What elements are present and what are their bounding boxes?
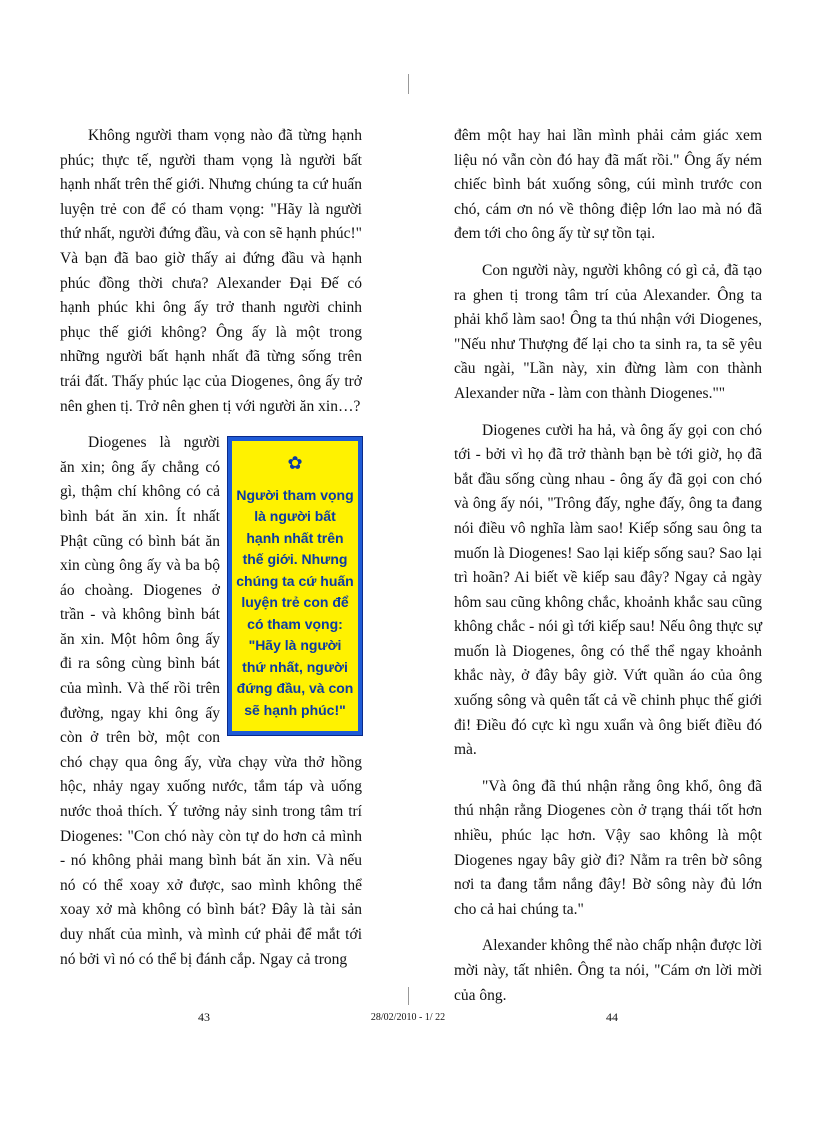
right-paragraph-5: Alexander không thể nào chấp nhận được lời mời này, tất nhiên. Ông ta nói, "Cám ơn lời mời của ông. <box>454 937 762 1004</box>
right-page-number: 44 <box>606 1010 618 1024</box>
right-paragraph-4: "Và ông đã thú nhận rằng ông khổ, ông đã thú nhận rằng Diogenes còn ở trạng thái tốt hơn nhiều, phúc lạc hơn. Vậy sao không là một Diogenes ngay bây giờ đi? Nằm ra trên bờ sông nơi ta đang tắm nắng đây! Bờ sông này đủ lớn cho cả hai chúng ta." <box>454 777 762 918</box>
ornament-icon: ✿ <box>287 453 303 475</box>
date-stamp: 28/02/2010 - 1/ 22 <box>370 1012 446 1023</box>
right-paragraph-3: Diogenes cười ha hả, và ông ấy gọi con chó tới - bởi vì họ đã trở thành bạn bè tới giờ, họ đã bắt đầu sống cùng nhau - ông ấy đã gọi con chó và ông ấy nói, "Trông đấy, nghe đấy, ông ta đang nói điều vô nghĩa làm sao! Kiếp sống sau ông ta muốn là Diogenes! Sao lại kiếp sống sau? Sao lại trì hoãn? Ai biết về kiếp sau đây? Ngay cả ngày hôm sau cũng không chắc, khoảnh khắc sau cũng không chắc - nói gì tới kiếp sau! Nếu ông thực sự muốn là Diogenes, ông có thể thể ngay khoảnh khắc này, ở đây bây giờ. Vứt quần áo của ông xuống sông và quên tất cả về chinh phục thế giới đi! Điều đó cực kì ngu xuẩn và ông biết điều đó mà. <box>454 421 762 759</box>
center-fold-bottom <box>408 987 409 1005</box>
left-page-column <box>60 124 362 984</box>
left-paragraph-2 <box>60 431 362 972</box>
right-page-column <box>454 124 762 1020</box>
pull-quote-box <box>228 437 362 735</box>
center-fold-top <box>408 74 409 94</box>
left-page-number: 43 <box>198 1010 210 1024</box>
right-paragraph-1: đêm một hay hai lần mình phải cảm giác xem liệu nó vẫn còn đó hay đã mất rồi." Ông ấy ném chiếc bình bát xuống sông, cúi mình trước con chó, cám ơn nó về thông điệp lớn lao mà nó đã đem tới cho ông ấy từ sự tồn tại. <box>454 127 762 243</box>
right-paragraph-2: Con người này, người không có gì cả, đã tạo ra ghen tị trong tâm trí của Alexander. Ông ta phải khổ làm sao! Ông ta thú nhận với Diogenes, "Nếu như Thượng đế lại cho ta sinh ra, ta sẽ yêu cầu ngài, "Lần này, xin đừng làm con thành Alexander nữa - làm con thành Diogenes."" <box>454 261 762 402</box>
pull-quote-text: Người tham vọng là người bất hạnh nhất trên thế giới. Nhưng chúng ta cứ huấn luyện trẻ con để có tham vọng: "Hãy là người thứ nhất, người đứng đầu, và con sẽ hạnh phúc!" <box>236 486 354 718</box>
left-paragraph-2-text: Diogenes là người ăn xin; ông ấy chẳng có gì, thậm chí không có cả bình bát ăn xin. Ít nhất Phật cũng có bình bát ăn xin cùng ông ấy và ba bộ áo choàng. Diogenes ở trần - và không bình bát ăn xin. Một hôm ông ấy đi ra sông cùng bình bát của mình. Và thế rồi trên đường, ngay khi ông ấy còn ở trên bờ, một con chó chạy qua ông ấy, vừa chạy vừa thở hồng hộc, nhảy ngay xuống nước, tắm táp và uống nước thoả thích. Ý tưởng nảy sinh trong tâm trí Diogenes: "Con chó này còn tự do hơn cả mình - nó không phải mang bình bát ăn xin. Và nếu nó có thể xoay xở được, sao mình không thể xoay xở mà không có bình bát? Đây là tài sản duy nhất của mình, và mình cứ phải để mắt tới nó bởi vì nó có thể bị đánh cắp. Ngay cả trong <box>60 434 362 968</box>
left-paragraph-1: Không người tham vọng nào đã từng hạnh phúc; thực tế, người tham vọng là người bất hạnh nhất trên thế giới. Nhưng chúng ta cứ huấn luyện trẻ con để có tham vọng: "Hãy là người thứ nhất, người đứng đầu, và con sẽ hạnh phúc!" Và bạn đã bao giờ thấy ai đứng đầu và hạnh phúc đồng thời chưa? Alexander Đại Đế có hạnh phúc khi ông ấy trở thanh người chinh phục thế giới không? Ông ấy là một trong những người bất hạnh nhất đã từng sống trên trái đất. Thấy phúc lạc của Diogenes, ông ấy trở nên ghen tị. Trở nên ghen tị với người ăn xin…? <box>60 127 362 415</box>
